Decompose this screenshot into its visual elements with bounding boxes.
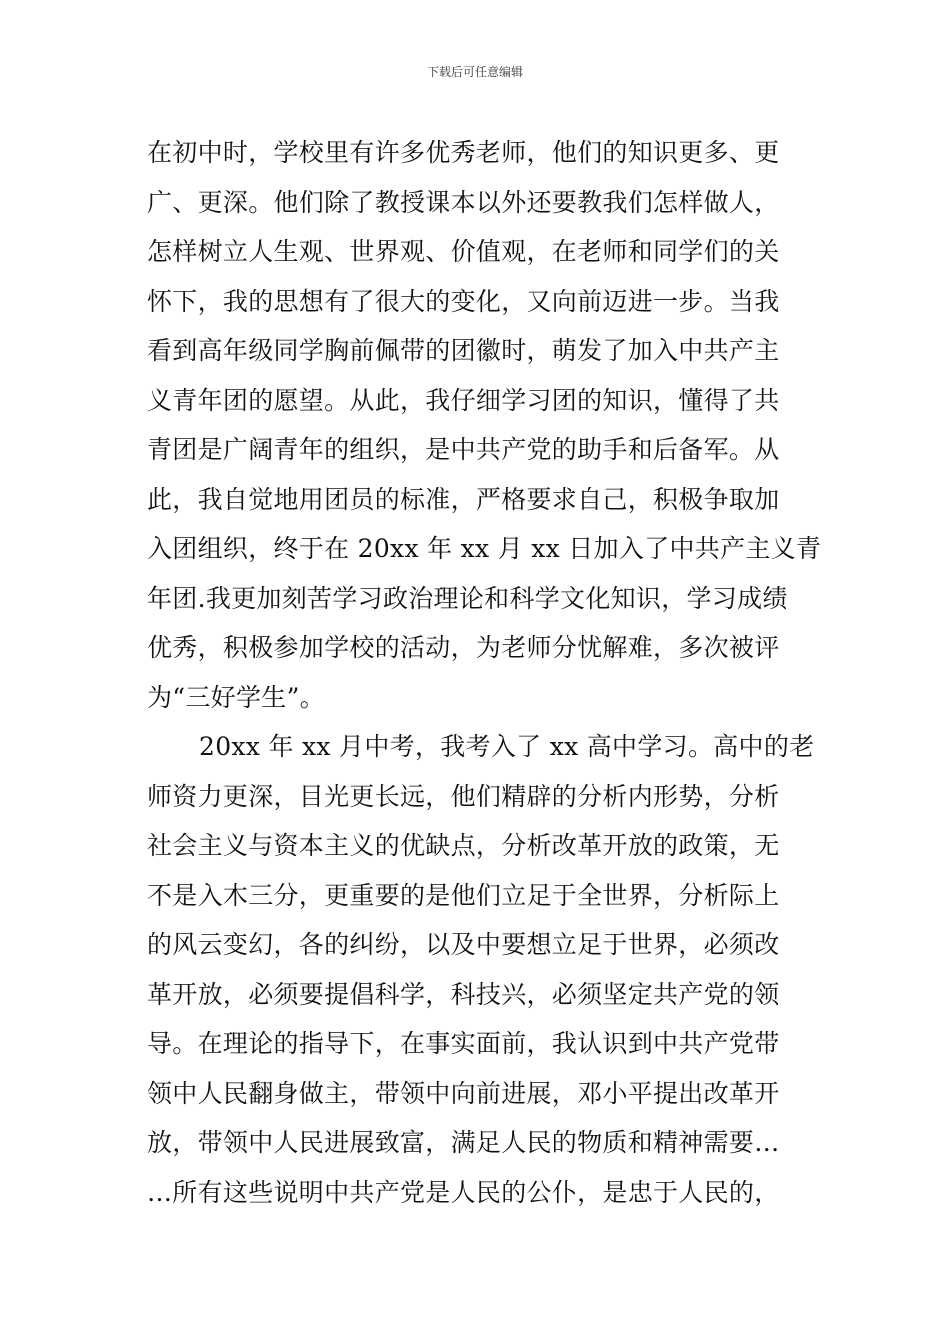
text-line: …所有这些说明中共产党是人民的公仆，是忠于人民的，	[147, 1177, 780, 1207]
text-line: 此，我自觉地用团员的标准，严格要求自己，积极争取加	[147, 484, 780, 514]
text-line: 义青年团的愿望。从此，我仔细学习团的知识，懂得了共	[147, 385, 780, 415]
text-line: 年团.我更加刻苦学习政治理论和科学文化知识，学习成绩	[147, 583, 788, 613]
text-line: 放，带领中人民进展致富，满足人民的物质和精神需要…	[147, 1128, 780, 1157]
text-line: 在初中时，学校里有许多优秀老师，他们的知识更多、更	[147, 138, 780, 167]
text-line: 的风云变幻，各的纠纷，以及中要想立足于世界，必须改	[147, 930, 780, 959]
text-line: 怀下，我的思想有了很大的变化，又向前迈进一步。当我	[147, 286, 780, 316]
text-line: 青团是广阔青年的组织，是中共产党的助手和后备军。从	[147, 435, 780, 464]
body-text	[147, 128, 822, 1217]
text-line: 师资力更深，目光更长远，他们精辟的分析内形势，分析	[147, 781, 780, 811]
text-line: 怎样树立人生观、世界观、价值观，在老师和同学们的关	[147, 237, 780, 266]
text-line: 革开放，必须要提倡科学，科技兴，必须坚定共产党的领	[147, 979, 780, 1009]
text-line: 为“三好学生”。	[147, 682, 325, 712]
paragraph-first-line: 20xx 年 xx 月中考，我考入了 xx 高中学习。高中的老	[199, 732, 815, 761]
text-line: 入团组织，终于在 20xx 年 xx 月 xx 日加入了中共产主义青	[147, 534, 822, 563]
text-line: 导。在理论的指导下，在事实面前，我认识到中共产党带	[147, 1029, 780, 1058]
page-header: 下载后可任意编辑	[426, 65, 523, 79]
text-line: 不是入木三分，更重要的是他们立足于全世界，分析际上	[147, 880, 780, 910]
text-line: 社会主义与资本主义的优缺点，分析改革开放的政策，无	[147, 831, 780, 860]
text-line: 优秀，积极参加学校的活动，为老师分忧解难，多次被评	[147, 633, 780, 662]
text-line: 领中人民翻身做主，带领中向前进展，邓小平提出改革开	[147, 1078, 780, 1108]
text-line: 看到高年级同学胸前佩带的团徽时，萌发了加入中共产主	[147, 336, 780, 365]
text-line: 广、更深。他们除了教授课本以外还要教我们怎样做人，	[147, 187, 780, 217]
